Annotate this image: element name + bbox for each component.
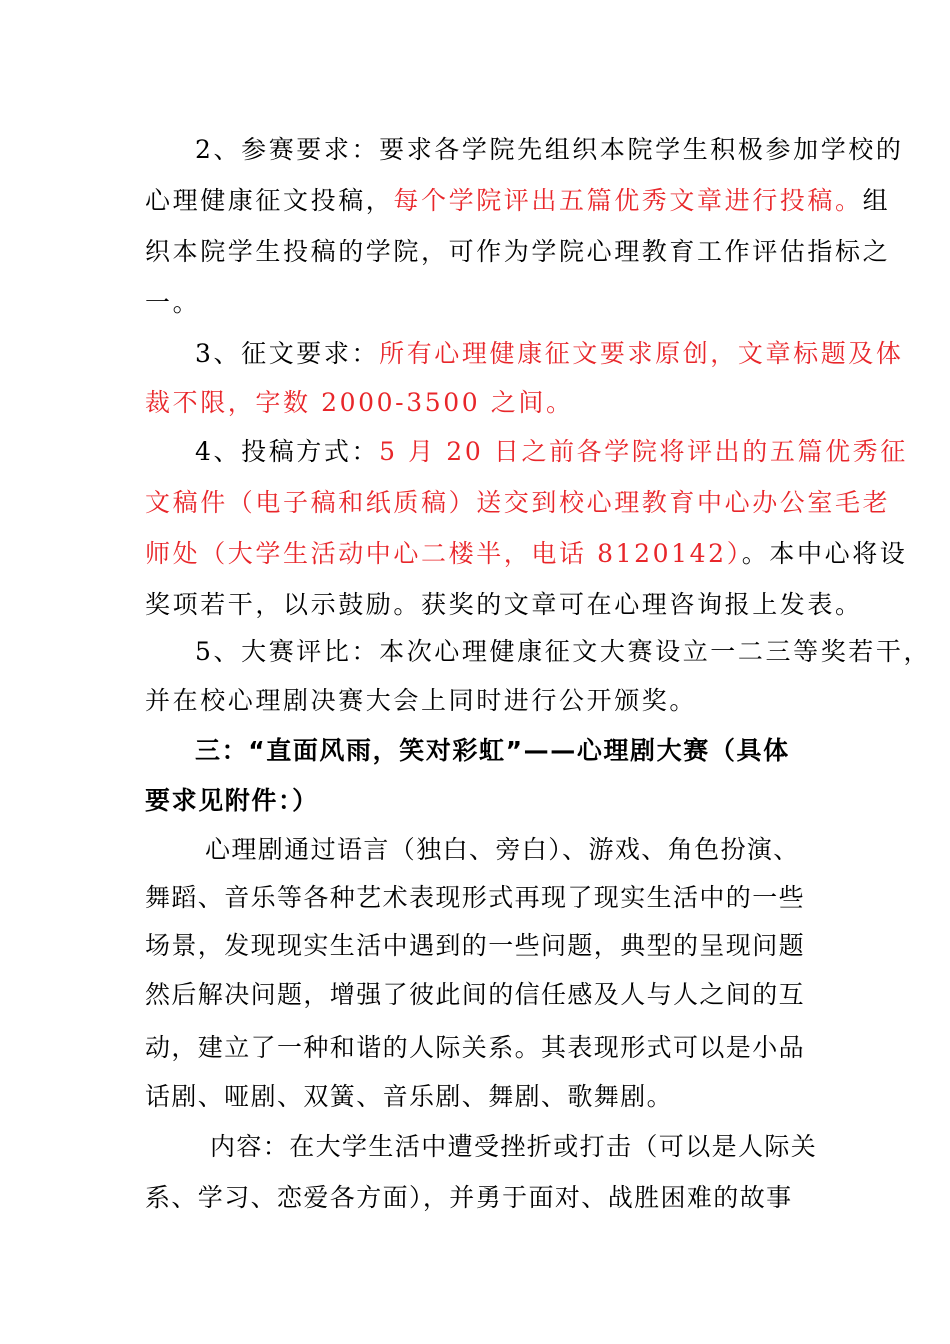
item2-line2: [145, 185, 890, 217]
section3-heading-line1: 三：“直面风雨，笑对彩虹”——心理剧大赛（具体: [195, 736, 790, 765]
content-line2: 系、学习、恋爱各方面），并勇于面对、战胜困难的故事: [145, 1183, 793, 1212]
item3-line2: 裁不限，字数 2000-3500 之间。: [145, 388, 574, 417]
item4-line4: 奖项若干，以示鼓励。获奖的文章可在心理咨询报上发表。: [145, 590, 863, 619]
item3-line1-red: 所有心理健康征文要求原创，文章标题及体: [379, 339, 904, 368]
item2-line3: 织本院学生投稿的学院，可作为学院心理教育工作评估指标之: [145, 237, 891, 266]
item2-line2-end: 组: [862, 186, 891, 215]
item4-line1-red: 5 月 20 日之前各学院将评出的五篇优秀征: [379, 437, 908, 466]
item4-line1: [195, 436, 908, 468]
item5-line2: 并在校心理剧决赛大会上同时进行公开颁奖。: [145, 686, 698, 715]
intro-line5: 动，建立了一种和谐的人际关系。其表现形式可以是小品: [145, 1033, 806, 1062]
item4-line3-red: 师处（大学生活动中心二楼半，电话 8120142）: [145, 539, 742, 568]
intro-line3: 场景，发现现实生活中遇到的一些问题，典型的呈现问题: [145, 931, 806, 960]
item4-line2: 文稿件（电子稿和纸质稿）送交到校心理教育中心办公室毛老: [145, 488, 891, 517]
item2-line1: 2、参赛要求：要求各学院先组织本院学生积极参加学校的: [195, 135, 904, 164]
item3-line1: [195, 338, 904, 370]
content-line1: 内容：在大学生活中遭受挫折或打击（可以是人际关: [210, 1132, 818, 1161]
item2-line4: 一。: [145, 288, 201, 317]
item4-line3: [145, 538, 907, 570]
item2-line2-red: 每个学院评出五篇优秀文章进行投稿。: [393, 186, 863, 215]
item5-line1: 5、大赛评比：本次心理健康征文大赛设立一二三等奖若干，: [195, 637, 932, 666]
item4-line3-black: 。本中心将设: [741, 539, 908, 568]
intro-line4: 然后解决问题，增强了彼此间的信任感及人与人之间的互: [145, 980, 806, 1009]
section3-heading-line2: 要求见附件：）: [145, 786, 319, 815]
item3-line1-black: 3、征文要求：: [195, 339, 380, 368]
intro-line1: 心理剧通过语言（独白、旁白）、游戏、角色扮演、: [205, 835, 800, 864]
intro-line6: 话剧、哑剧、双簧、音乐剧、舞剧、歌舞剧。: [145, 1082, 674, 1111]
item4-line1-black: 4、投稿方式：: [195, 437, 380, 466]
item2-line2-black: 心理健康征文投稿，: [145, 186, 394, 215]
intro-line2: 舞蹈、音乐等各种艺术表现形式再现了现实生活中的一些: [145, 883, 806, 912]
